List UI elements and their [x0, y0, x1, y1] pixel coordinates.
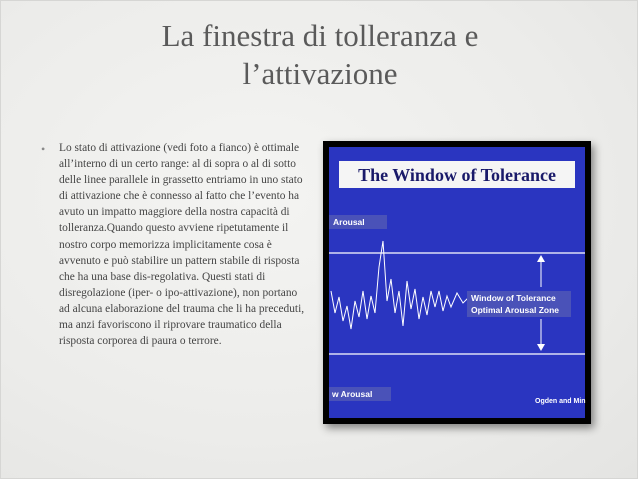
title-line-2: l’attivazione — [242, 56, 398, 91]
slide-title — [61, 17, 579, 93]
bullet-icon: • — [41, 142, 46, 156]
figure-svg — [323, 141, 591, 424]
figure-title: The Window of Tolerance — [358, 165, 556, 185]
figure-credit: Ogden and Min — [535, 398, 586, 405]
body-paragraph: Lo stato di attivazione (vedi foto a fianco) è ottimale all’interno di un certo range: al di sopra o al di sotto delle linee parallele in grassetto entriamo in uno stato di attivazione che è connesso al fatto che l’evento ha avuto un impatto maggiore della nostra capacità di tolleranza.Quando questo avviene ripetutamente il nostro corpo memorizza implicitamente cosa è avvenuto e può stabilire un pattern stabile di risposta che ha una base dis-regolativa. Questi stati di disregolazione (iper- o ipo-attivazione), non portano ad alcuna elaborazione del trauma che li ha preceduti, ma anzi favoriscono il riprovare traumatico della risposta corporea di paura o terrore. — [59, 142, 305, 348]
zone-label-1: Window of Tolerance — [471, 293, 556, 303]
high-arousal-label: Arousal — [333, 217, 365, 227]
low-arousal-label: w Arousal — [332, 389, 373, 399]
zone-label-2: Optimal Arousal Zone — [471, 305, 560, 315]
title-line-1: La finestra di tolleranza e — [161, 18, 479, 53]
window-of-tolerance-figure — [323, 141, 591, 424]
